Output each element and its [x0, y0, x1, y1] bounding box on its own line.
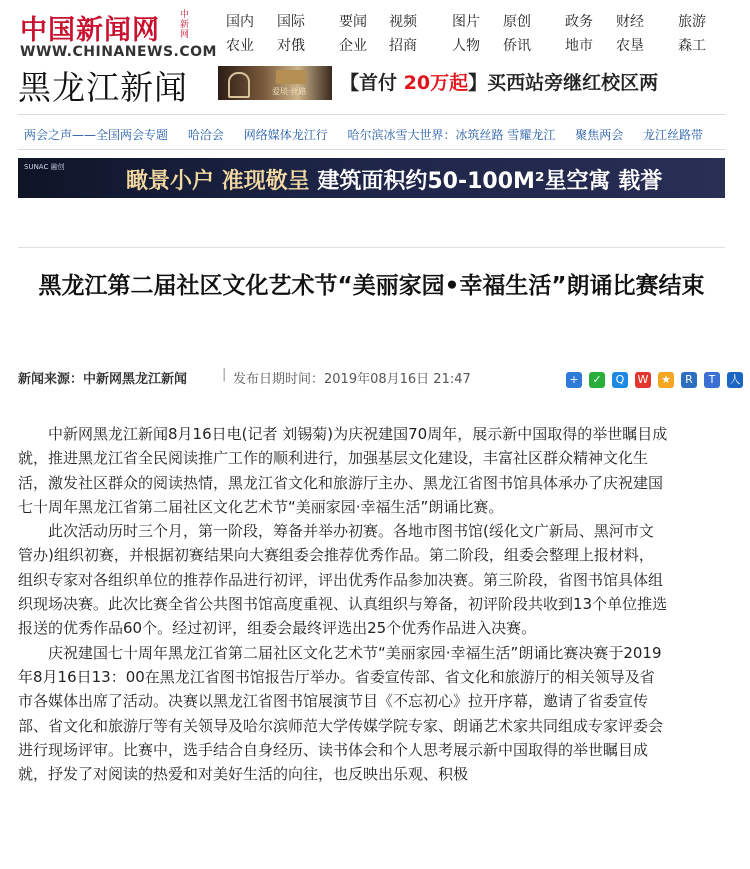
wechat-icon[interactable]: ✓	[589, 372, 605, 388]
topic-link-silk-road[interactable]: 龙江丝路带	[643, 128, 704, 142]
ad-prefix: 【首付	[340, 72, 404, 94]
nav-link-cities[interactable]: 地市	[565, 38, 593, 54]
nav-col-6	[503, 10, 531, 58]
divider	[18, 114, 725, 115]
site-header	[0, 0, 725, 110]
main-nav	[226, 10, 725, 58]
ad-banner-text	[126, 164, 662, 195]
people-icon[interactable]: 人	[727, 372, 743, 388]
topic-link-ice-world[interactable]: 哈尔滨冰雪大世界：冰筑丝路 雪耀龙江	[347, 128, 556, 142]
topic-nav	[24, 126, 725, 144]
tieba-icon[interactable]: T	[704, 372, 720, 388]
nav-link-domestic[interactable]: 国内	[226, 14, 254, 30]
nav-col-9	[678, 10, 706, 58]
site-logo[interactable]: 中国新闻网	[20, 15, 160, 46]
nav-link-photos[interactable]: 图片	[452, 14, 480, 30]
divider	[18, 149, 725, 150]
nav-link-investment[interactable]: 招商	[389, 38, 417, 54]
article-paragraph: 庆祝建国七十周年黑龙江省第二届社区文化艺术节“美丽家园·幸福生活”朗诵比赛决赛于2019年8月16日13：00在黑龙江省图书馆报告厅举办。省委宣传部、省文化和旅游厅的相关领导及省市各媒体出席了活动。决赛以黑龙江省图书馆展演节目《不忘初心》拉开序幕，邀请了省委宣传部、省文化和旅游厅等有关领导及哈尔滨师范大学传媒学院专家、朗诵艺术家共同组成专家评委会进行现场评审。比赛中，选手结合自身经历、读书体会和个人思考展示新中国取得的举世瞩目成就，抒发了对阅读的热爱和对美好生活的向往，也反映出乐观、积极	[18, 643, 664, 784]
meta-separator: |	[222, 367, 227, 382]
divider	[18, 247, 725, 248]
ad-image	[218, 66, 332, 100]
nav-link-people[interactable]: 人物	[452, 38, 480, 54]
nav-link-russia[interactable]: 对俄	[277, 38, 305, 54]
nav-link-international[interactable]: 国际	[277, 14, 305, 30]
nav-col-7	[565, 10, 593, 58]
ad-brand-text: 爱琰·丝路	[272, 87, 307, 96]
logo-side-text: 中新网	[180, 10, 190, 40]
realestate-ad-banner[interactable]	[18, 158, 725, 198]
nav-link-headlines[interactable]: 要闻	[339, 14, 367, 30]
nav-link-farms[interactable]: 农垦	[616, 38, 644, 54]
nav-col-1	[226, 10, 254, 58]
ad-brand-logo: SUNAC 融创	[24, 163, 65, 171]
nav-link-video[interactable]: 视频	[389, 14, 417, 30]
nav-col-8	[616, 10, 644, 58]
ad-banner-text-a: 瞰景小户 准现敬呈	[126, 169, 310, 194]
article-paragraph: 中新网黑龙江新闻8月16日电(记者 刘锡菊)为庆祝建国70周年，展示新中国取得的举世瞩目成就，推进黑龙江省全民阅读推广工作的顺利进行，加强基层文化建设，丰富社区群众精神文化生活，激发社区群众的阅读热情，黑龙江省文化和旅游厅主办、黑龙江省图书馆具体承办了庆祝建国七十周年黑龙江省第二届社区文化艺术节“美丽家园·幸福生活”朗诵比赛。	[18, 425, 668, 516]
ad-gate-icon	[228, 72, 250, 98]
ad-brand-box	[276, 70, 306, 84]
renren-icon[interactable]: R	[681, 372, 697, 388]
nav-link-overseas[interactable]: 侨讯	[503, 38, 531, 54]
article-body	[18, 422, 668, 786]
nav-link-finance[interactable]: 财经	[616, 14, 644, 30]
logo-url[interactable]: WWW.CHINANEWS.COM	[20, 44, 217, 60]
ad-highlight: 20万起	[403, 72, 469, 94]
topic-link-media-tour[interactable]: 网络媒体龙江行	[243, 128, 328, 142]
nav-col-5	[452, 10, 480, 58]
nav-col-3	[339, 10, 367, 58]
share-bar	[566, 372, 750, 390]
top-ad-banner[interactable]	[218, 66, 725, 100]
ad-headline	[340, 68, 658, 95]
share-plus-icon[interactable]: +	[566, 372, 582, 388]
nav-col-2	[277, 10, 305, 58]
article-source: 新闻来源：中新网黑龙江新闻	[18, 372, 188, 387]
nav-link-forestry[interactable]: 森工	[678, 38, 706, 54]
nav-link-original[interactable]: 原创	[503, 14, 531, 30]
ad-banner-text-b: 建筑面积约50-100M²星空寓 载誉	[309, 169, 663, 194]
region-title[interactable]: 黑龙江新闻	[18, 68, 188, 107]
article-title: 黑龙江第二届社区文化艺术节“美丽家园•幸福生活”朗诵比赛结束	[38, 273, 705, 299]
qzone-icon[interactable]: ★	[658, 372, 674, 388]
nav-link-travel[interactable]: 旅游	[678, 14, 706, 30]
article-date: 发布日期时间：2019年08月16日 21:47	[233, 372, 471, 387]
ad-suffix: 】买西站旁继红校区两	[468, 72, 659, 94]
nav-link-enterprise[interactable]: 企业	[339, 38, 367, 54]
nav-link-agriculture[interactable]: 农业	[226, 38, 254, 54]
weibo-icon[interactable]: W	[635, 372, 651, 388]
topic-link-focus[interactable]: 聚焦两会	[575, 128, 624, 142]
topic-link-harbin-fair[interactable]: 哈洽会	[187, 128, 224, 142]
qq-icon[interactable]: Q	[612, 372, 628, 388]
nav-link-government[interactable]: 政务	[565, 14, 593, 30]
nav-col-4	[389, 10, 417, 58]
article-paragraph: 此次活动历时三个月，第一阶段，筹备并举办初赛。各地市图书馆(绥化文广新局、黑河市文管办)组织初赛，并根据初赛结果向大赛组委会推荐优秀作品。第二阶段，组委会整理上报材料，组织专家对各组织单位的推荐作品进行初评，评出优秀作品参加决赛。第三阶段，省图书馆具体组织现场决赛。此次比赛全省公共图书馆高度重视、认真组织与筹备，初评阶段共收到13个单位推选报送的优秀作品60个。经过初评，组委会最终评选出25个优秀作品进入决赛。	[18, 522, 668, 638]
topic-link-two-sessions[interactable]: 两会之声——全国两会专题	[24, 128, 169, 142]
